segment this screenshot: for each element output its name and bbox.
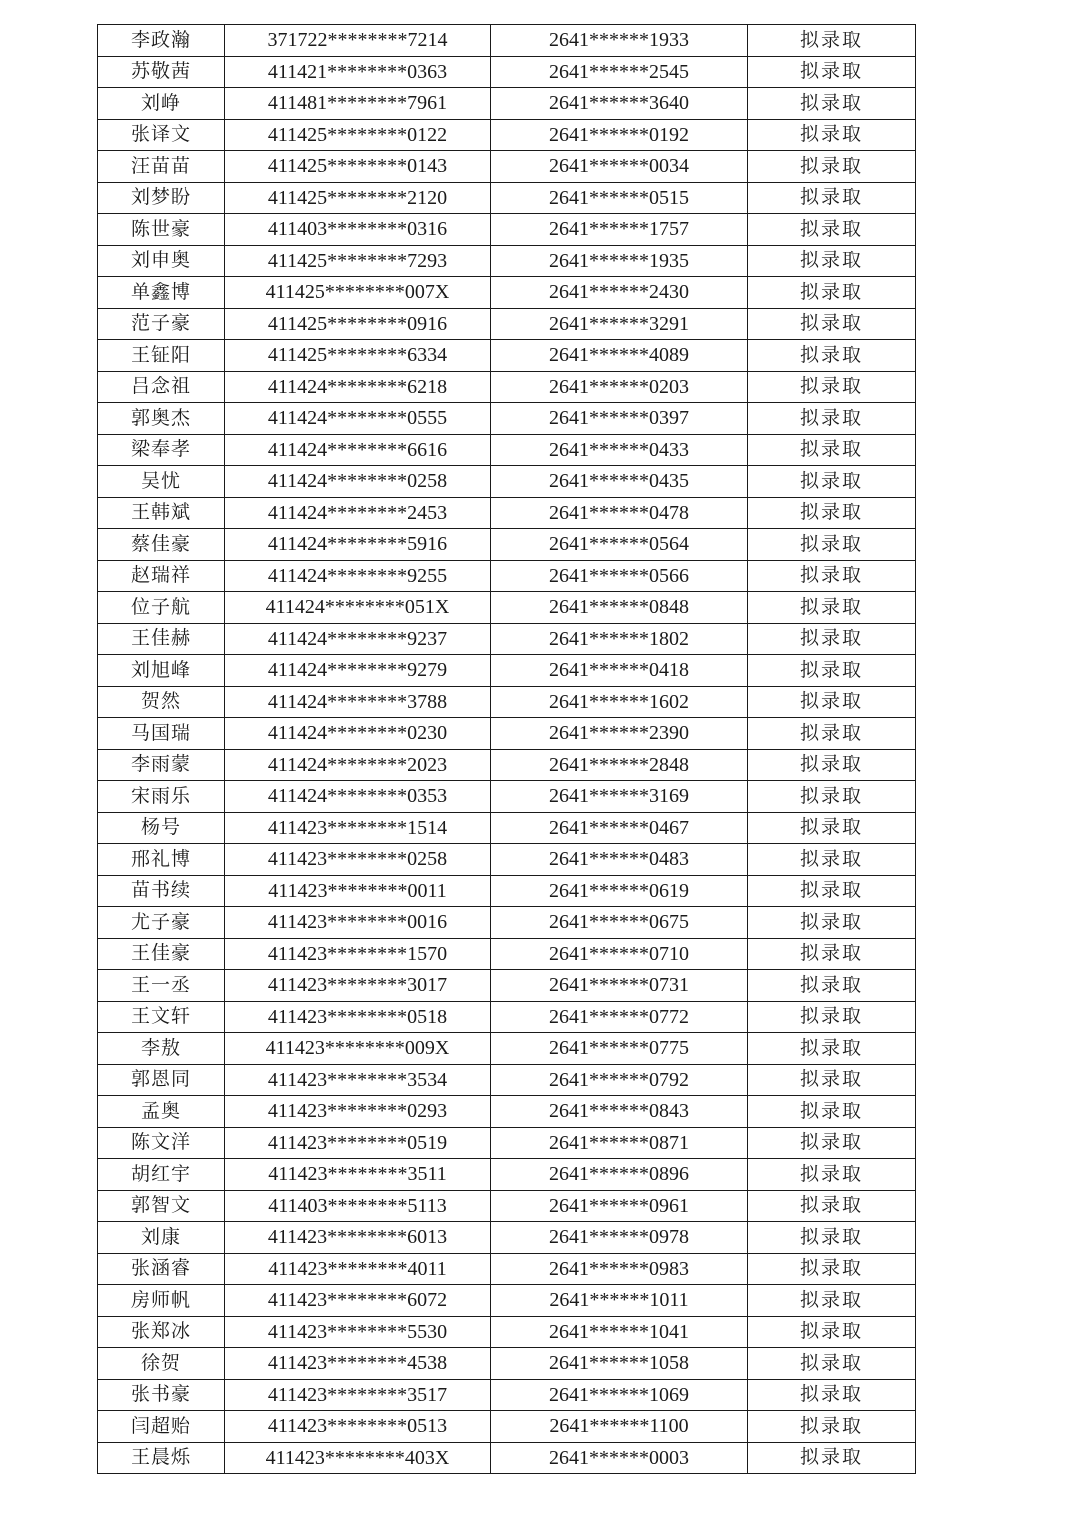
admission-status-cell: 拟录取 <box>748 781 916 813</box>
candidate-name-cell: 王晨烁 <box>98 1442 225 1474</box>
table-row <box>98 1033 916 1065</box>
exam-number-cell: 2641******0848 <box>491 592 748 624</box>
exam-number-cell: 2641******0772 <box>491 1001 748 1033</box>
roster-table-body <box>98 25 916 1474</box>
table-row <box>98 970 916 1002</box>
id-number-cell: 411425********0143 <box>225 151 491 183</box>
table-row <box>98 1001 916 1033</box>
candidate-name-cell: 张译文 <box>98 119 225 151</box>
table-row <box>98 88 916 120</box>
admission-status-cell: 拟录取 <box>748 875 916 907</box>
exam-number-cell: 2641******0871 <box>491 1127 748 1159</box>
table-row <box>98 1127 916 1159</box>
admission-status-cell: 拟录取 <box>748 1442 916 1474</box>
id-number-cell: 411424********0230 <box>225 718 491 750</box>
admission-status-cell: 拟录取 <box>748 56 916 88</box>
id-number-cell: 411423********403X <box>225 1442 491 1474</box>
exam-number-cell: 2641******0978 <box>491 1222 748 1254</box>
table-row <box>98 718 916 750</box>
table-row <box>98 56 916 88</box>
candidate-name-cell: 位子航 <box>98 592 225 624</box>
candidate-name-cell: 郭智文 <box>98 1190 225 1222</box>
candidate-name-cell: 徐贺 <box>98 1348 225 1380</box>
table-row <box>98 1190 916 1222</box>
admission-status-cell: 拟录取 <box>748 277 916 309</box>
exam-number-cell: 2641******1041 <box>491 1316 748 1348</box>
id-number-cell: 411424********9279 <box>225 655 491 687</box>
id-number-cell: 411423********0011 <box>225 875 491 907</box>
table-row <box>98 1348 916 1380</box>
candidate-name-cell: 陈文洋 <box>98 1127 225 1159</box>
table-row <box>98 340 916 372</box>
id-number-cell: 411423********3534 <box>225 1064 491 1096</box>
table-row <box>98 466 916 498</box>
candidate-name-cell: 赵瑞祥 <box>98 560 225 592</box>
table-row <box>98 844 916 876</box>
candidate-name-cell: 苗书续 <box>98 875 225 907</box>
id-number-cell: 411423********009X <box>225 1033 491 1065</box>
id-number-cell: 411423********4011 <box>225 1253 491 1285</box>
candidate-name-cell: 宋雨乐 <box>98 781 225 813</box>
admission-status-cell: 拟录取 <box>748 749 916 781</box>
exam-number-cell: 2641******0896 <box>491 1159 748 1191</box>
table-row <box>98 1096 916 1128</box>
candidate-name-cell: 王钲阳 <box>98 340 225 372</box>
admission-status-cell: 拟录取 <box>748 1348 916 1380</box>
admission-status-cell: 拟录取 <box>748 560 916 592</box>
id-number-cell: 411424********9237 <box>225 623 491 655</box>
candidate-name-cell: 刘梦盼 <box>98 182 225 214</box>
admission-status-cell: 拟录取 <box>748 340 916 372</box>
admission-status-cell: 拟录取 <box>748 88 916 120</box>
exam-number-cell: 2641******0467 <box>491 812 748 844</box>
admission-status-cell: 拟录取 <box>748 466 916 498</box>
table-row <box>98 277 916 309</box>
exam-number-cell: 2641******0192 <box>491 119 748 151</box>
table-row <box>98 592 916 624</box>
exam-number-cell: 2641******2545 <box>491 56 748 88</box>
id-number-cell: 411425********0122 <box>225 119 491 151</box>
candidate-name-cell: 房师帆 <box>98 1285 225 1317</box>
exam-number-cell: 2641******0397 <box>491 403 748 435</box>
table-row <box>98 214 916 246</box>
exam-number-cell: 2641******0983 <box>491 1253 748 1285</box>
exam-number-cell: 2641******0792 <box>491 1064 748 1096</box>
exam-number-cell: 2641******3291 <box>491 308 748 340</box>
candidate-name-cell: 陈世豪 <box>98 214 225 246</box>
candidate-name-cell: 王一丞 <box>98 970 225 1002</box>
id-number-cell: 411423********3017 <box>225 970 491 1002</box>
admission-status-cell: 拟录取 <box>748 1222 916 1254</box>
table-row <box>98 1159 916 1191</box>
admission-status-cell: 拟录取 <box>748 25 916 57</box>
table-row <box>98 938 916 970</box>
id-number-cell: 411423********3511 <box>225 1159 491 1191</box>
table-row <box>98 1064 916 1096</box>
admission-status-cell: 拟录取 <box>748 1127 916 1159</box>
candidate-name-cell: 李敖 <box>98 1033 225 1065</box>
exam-number-cell: 2641******0435 <box>491 466 748 498</box>
id-number-cell: 411425********007X <box>225 277 491 309</box>
id-number-cell: 411423********5530 <box>225 1316 491 1348</box>
admission-status-cell: 拟录取 <box>748 686 916 718</box>
admission-status-cell: 拟录取 <box>748 1253 916 1285</box>
table-row <box>98 1379 916 1411</box>
candidate-name-cell: 蔡佳豪 <box>98 529 225 561</box>
table-row <box>98 655 916 687</box>
exam-number-cell: 2641******0731 <box>491 970 748 1002</box>
table-row <box>98 25 916 57</box>
table-row <box>98 182 916 214</box>
admission-status-cell: 拟录取 <box>748 403 916 435</box>
table-row <box>98 686 916 718</box>
exam-number-cell: 2641******1802 <box>491 623 748 655</box>
candidate-name-cell: 吴忧 <box>98 466 225 498</box>
id-number-cell: 411423********0519 <box>225 1127 491 1159</box>
candidate-name-cell: 刘峥 <box>98 88 225 120</box>
id-number-cell: 411424********0258 <box>225 466 491 498</box>
table-row <box>98 434 916 466</box>
id-number-cell: 411403********5113 <box>225 1190 491 1222</box>
exam-number-cell: 2641******3169 <box>491 781 748 813</box>
id-number-cell: 411423********3517 <box>225 1379 491 1411</box>
id-number-cell: 411403********0316 <box>225 214 491 246</box>
admission-status-cell: 拟录取 <box>748 182 916 214</box>
id-number-cell: 411423********0518 <box>225 1001 491 1033</box>
id-number-cell: 411424********3788 <box>225 686 491 718</box>
table-row <box>98 1222 916 1254</box>
table-row <box>98 529 916 561</box>
table-row <box>98 749 916 781</box>
id-number-cell: 411423********1570 <box>225 938 491 970</box>
exam-number-cell: 2641******1602 <box>491 686 748 718</box>
candidate-name-cell: 汪苗苗 <box>98 151 225 183</box>
candidate-name-cell: 贺然 <box>98 686 225 718</box>
candidate-name-cell: 马国瑞 <box>98 718 225 750</box>
exam-number-cell: 2641******2390 <box>491 718 748 750</box>
admission-status-cell: 拟录取 <box>748 308 916 340</box>
candidate-name-cell: 张书豪 <box>98 1379 225 1411</box>
admission-status-cell: 拟录取 <box>748 497 916 529</box>
table-row <box>98 781 916 813</box>
candidate-name-cell: 王韩斌 <box>98 497 225 529</box>
id-number-cell: 411425********6334 <box>225 340 491 372</box>
admission-status-cell: 拟录取 <box>748 844 916 876</box>
exam-number-cell: 2641******0564 <box>491 529 748 561</box>
exam-number-cell: 2641******0003 <box>491 1442 748 1474</box>
exam-number-cell: 2641******0566 <box>491 560 748 592</box>
admission-status-cell: 拟录取 <box>748 1096 916 1128</box>
exam-number-cell: 2641******1100 <box>491 1411 748 1443</box>
id-number-cell: 411424********2023 <box>225 749 491 781</box>
candidate-name-cell: 杨号 <box>98 812 225 844</box>
exam-number-cell: 2641******0203 <box>491 371 748 403</box>
id-number-cell: 411423********0016 <box>225 907 491 939</box>
candidate-name-cell: 张涵睿 <box>98 1253 225 1285</box>
exam-number-cell: 2641******0483 <box>491 844 748 876</box>
table-row <box>98 1411 916 1443</box>
id-number-cell: 411423********6072 <box>225 1285 491 1317</box>
admission-status-cell: 拟录取 <box>748 371 916 403</box>
admission-status-cell: 拟录取 <box>748 214 916 246</box>
admission-status-cell: 拟录取 <box>748 1379 916 1411</box>
id-number-cell: 411423********6013 <box>225 1222 491 1254</box>
exam-number-cell: 2641******2430 <box>491 277 748 309</box>
table-row <box>98 308 916 340</box>
id-number-cell: 411424********9255 <box>225 560 491 592</box>
admission-status-cell: 拟录取 <box>748 1190 916 1222</box>
table-row <box>98 497 916 529</box>
exam-number-cell: 2641******0619 <box>491 875 748 907</box>
table-row <box>98 1285 916 1317</box>
id-number-cell: 411423********4538 <box>225 1348 491 1380</box>
admission-status-cell: 拟录取 <box>748 970 916 1002</box>
id-number-cell: 411423********0513 <box>225 1411 491 1443</box>
candidate-name-cell: 张郑冰 <box>98 1316 225 1348</box>
id-number-cell: 411424********0555 <box>225 403 491 435</box>
exam-number-cell: 2641******4089 <box>491 340 748 372</box>
table-row <box>98 403 916 435</box>
admission-status-cell: 拟录取 <box>748 245 916 277</box>
admission-status-cell: 拟录取 <box>748 592 916 624</box>
id-number-cell: 411425********7293 <box>225 245 491 277</box>
id-number-cell: 371722********7214 <box>225 25 491 57</box>
candidate-name-cell: 刘康 <box>98 1222 225 1254</box>
candidate-name-cell: 郭恩同 <box>98 1064 225 1096</box>
exam-number-cell: 2641******0478 <box>491 497 748 529</box>
exam-number-cell: 2641******2848 <box>491 749 748 781</box>
table-row <box>98 1442 916 1474</box>
candidate-name-cell: 梁奉孝 <box>98 434 225 466</box>
admission-status-cell: 拟录取 <box>748 623 916 655</box>
admission-status-cell: 拟录取 <box>748 1316 916 1348</box>
table-row <box>98 560 916 592</box>
candidate-name-cell: 李政瀚 <box>98 25 225 57</box>
table-row <box>98 245 916 277</box>
exam-number-cell: 2641******1069 <box>491 1379 748 1411</box>
table-row <box>98 623 916 655</box>
candidate-name-cell: 孟奥 <box>98 1096 225 1128</box>
admission-status-cell: 拟录取 <box>748 907 916 939</box>
admission-status-cell: 拟录取 <box>748 1001 916 1033</box>
candidate-name-cell: 范子豪 <box>98 308 225 340</box>
admission-status-cell: 拟录取 <box>748 812 916 844</box>
candidate-name-cell: 胡红宇 <box>98 1159 225 1191</box>
candidate-name-cell: 苏敬茜 <box>98 56 225 88</box>
id-number-cell: 411424********051X <box>225 592 491 624</box>
candidate-name-cell: 单鑫博 <box>98 277 225 309</box>
admission-status-cell: 拟录取 <box>748 1285 916 1317</box>
exam-number-cell: 2641******1058 <box>491 1348 748 1380</box>
table-row <box>98 875 916 907</box>
candidate-name-cell: 郭奥杰 <box>98 403 225 435</box>
exam-number-cell: 2641******1935 <box>491 245 748 277</box>
admission-status-cell: 拟录取 <box>748 151 916 183</box>
candidate-name-cell: 吕念祖 <box>98 371 225 403</box>
id-number-cell: 411481********7961 <box>225 88 491 120</box>
exam-number-cell: 2641******1011 <box>491 1285 748 1317</box>
candidate-name-cell: 王佳豪 <box>98 938 225 970</box>
admission-status-cell: 拟录取 <box>748 529 916 561</box>
admission-status-cell: 拟录取 <box>748 1411 916 1443</box>
id-number-cell: 411424********6218 <box>225 371 491 403</box>
table-row <box>98 119 916 151</box>
id-number-cell: 411424********5916 <box>225 529 491 561</box>
exam-number-cell: 2641******0961 <box>491 1190 748 1222</box>
candidate-name-cell: 邢礼博 <box>98 844 225 876</box>
id-number-cell: 411423********1514 <box>225 812 491 844</box>
candidate-name-cell: 王佳赫 <box>98 623 225 655</box>
candidate-name-cell: 刘旭峰 <box>98 655 225 687</box>
table-row <box>98 812 916 844</box>
exam-number-cell: 2641******0710 <box>491 938 748 970</box>
table-row <box>98 1253 916 1285</box>
admission-status-cell: 拟录取 <box>748 1033 916 1065</box>
exam-number-cell: 2641******0034 <box>491 151 748 183</box>
id-number-cell: 411424********0353 <box>225 781 491 813</box>
admission-status-cell: 拟录取 <box>748 119 916 151</box>
id-number-cell: 411423********0293 <box>225 1096 491 1128</box>
admission-status-cell: 拟录取 <box>748 434 916 466</box>
exam-number-cell: 2641******3640 <box>491 88 748 120</box>
candidate-name-cell: 刘申奥 <box>98 245 225 277</box>
id-number-cell: 411421********0363 <box>225 56 491 88</box>
candidate-name-cell: 尤子豪 <box>98 907 225 939</box>
id-number-cell: 411425********2120 <box>225 182 491 214</box>
admission-status-cell: 拟录取 <box>748 1159 916 1191</box>
exam-number-cell: 2641******0675 <box>491 907 748 939</box>
exam-number-cell: 2641******0775 <box>491 1033 748 1065</box>
admission-roster-table <box>97 24 916 1474</box>
exam-number-cell: 2641******0418 <box>491 655 748 687</box>
id-number-cell: 411424********6616 <box>225 434 491 466</box>
id-number-cell: 411423********0258 <box>225 844 491 876</box>
exam-number-cell: 2641******1933 <box>491 25 748 57</box>
admission-status-cell: 拟录取 <box>748 655 916 687</box>
table-row <box>98 907 916 939</box>
candidate-name-cell: 李雨蒙 <box>98 749 225 781</box>
admission-status-cell: 拟录取 <box>748 1064 916 1096</box>
id-number-cell: 411424********2453 <box>225 497 491 529</box>
admission-status-cell: 拟录取 <box>748 718 916 750</box>
exam-number-cell: 2641******0433 <box>491 434 748 466</box>
exam-number-cell: 2641******0515 <box>491 182 748 214</box>
table-row <box>98 371 916 403</box>
table-row <box>98 1316 916 1348</box>
exam-number-cell: 2641******0843 <box>491 1096 748 1128</box>
table-row <box>98 151 916 183</box>
candidate-name-cell: 闫超贻 <box>98 1411 225 1443</box>
candidate-name-cell: 王文轩 <box>98 1001 225 1033</box>
id-number-cell: 411425********0916 <box>225 308 491 340</box>
exam-number-cell: 2641******1757 <box>491 214 748 246</box>
admission-status-cell: 拟录取 <box>748 938 916 970</box>
